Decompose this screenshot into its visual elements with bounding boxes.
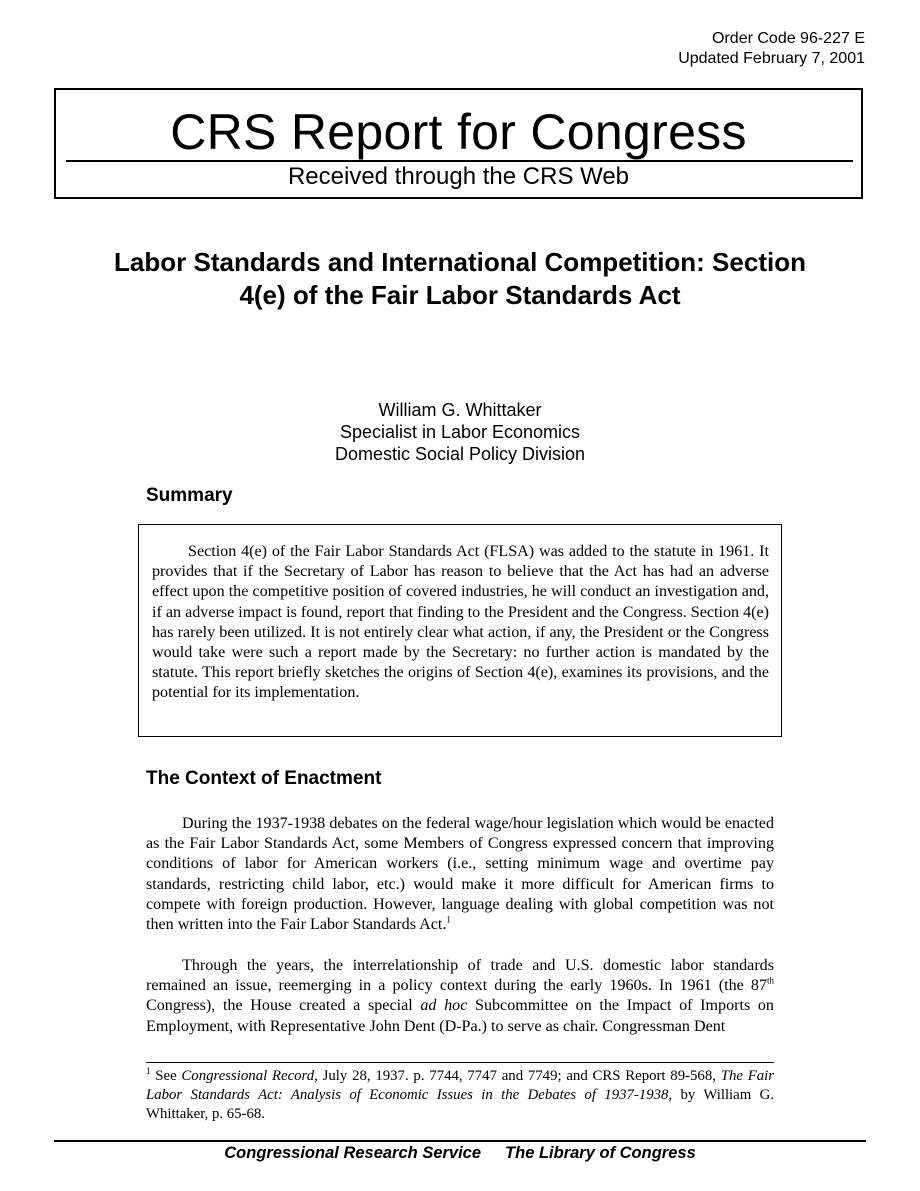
updated-date: Updated February 7, 2001 [678, 50, 865, 67]
footnote-number: 1 [146, 1066, 151, 1077]
body-paragraph-2 [146, 956, 774, 1037]
page-footer [0, 1144, 920, 1163]
footer-crs: Congressional Research Service [224, 1144, 482, 1162]
italic-term: ad hoc [420, 997, 468, 1015]
footnote-text: , July 28, 1937. p. 7744, 7747 and 7749; and CRS Report 89-568, [314, 1068, 721, 1084]
footnote-rule [146, 1062, 774, 1063]
author-name: William G. Whittaker [378, 400, 542, 420]
footer-loc: The Library of Congress [505, 1144, 696, 1162]
report-title: Labor Standards and International Competition: Section 4(e) of the Fair Labor Standards Act [114, 247, 806, 310]
context-heading: The Context of Enactment [146, 768, 382, 789]
paragraph-text: During the 1937-1938 debates on the federal wage/hour legislation which would be enacted as the Fair Labor Standards Act, some Members of Congress expressed concern that improving conditions of labor for American workers (i.e., setting minimum wage and overtime pay standards, restricting child labor, etc.) would make it more difficult for American firms to compete with foreign production. However, language dealing with global competition was not then written into the Fair Labor Standards Act. [146, 815, 774, 934]
report-banner [54, 88, 863, 199]
footer-rule [54, 1140, 866, 1142]
author-block [100, 399, 820, 465]
paragraph-text: Congress), the House created a special [146, 997, 421, 1015]
banner-title: CRS Report for Congress [170, 104, 747, 160]
ordinal-suffix: th [766, 975, 774, 986]
summary-heading: Summary [146, 485, 233, 506]
banner-rule [66, 160, 853, 162]
order-code: Order Code 96-227 E [712, 30, 865, 47]
paragraph-text: Subcommittee on the Impact of Imports on Employment, with Representative John Dent (D-Pa.) to serve as chair. Congressman Dent [146, 997, 774, 1035]
order-code-block [678, 29, 865, 69]
footnote-text: See [150, 1068, 182, 1084]
footnote-citation: Congressional Record [181, 1068, 315, 1084]
footnote [146, 1067, 774, 1124]
footnote-text: , by William G. Whittaker, p. 65-68. [146, 1087, 774, 1122]
author-division: Domestic Social Policy Division [334, 444, 586, 464]
body-paragraph-1 [146, 814, 774, 935]
paragraph-text: Through the years, the interrelationship of trade and U.S. domestic labor standards remained an issue, reemerging in a policy context during the early 1960s. In 1961 (the 87 [146, 957, 774, 995]
author-title: Specialist in Labor Economics [339, 422, 581, 442]
summary-text: Section 4(e) of the Fair Labor Standards Act (FLSA) was added to the statute in 1961. It provides that if the Secretary of Labor has reason to believe that the Act has had an adverse effect upon the competitive position of covered industries, he will conduct an investigation and, if an adverse impact is found, report that finding to the President and the Congress. Section 4(e) has rarely been utilized. It is not entirely clear what action, if any, the President or the Congress would take were such a report made by the Secretary: no further action is mandated by the statute. This report briefly sketches the origins of Section 4(e), examines its provisions, and the potential for its implementation. [152, 543, 769, 702]
footnote-citation: The Fair Labor Standards Act: Analysis of Economic Issues in the Debates of 1937-1938 [146, 1068, 774, 1103]
footnote-ref: 1 [446, 914, 451, 925]
summary-box [138, 524, 782, 737]
banner-subtitle: Received through the CRS Web [287, 163, 630, 190]
